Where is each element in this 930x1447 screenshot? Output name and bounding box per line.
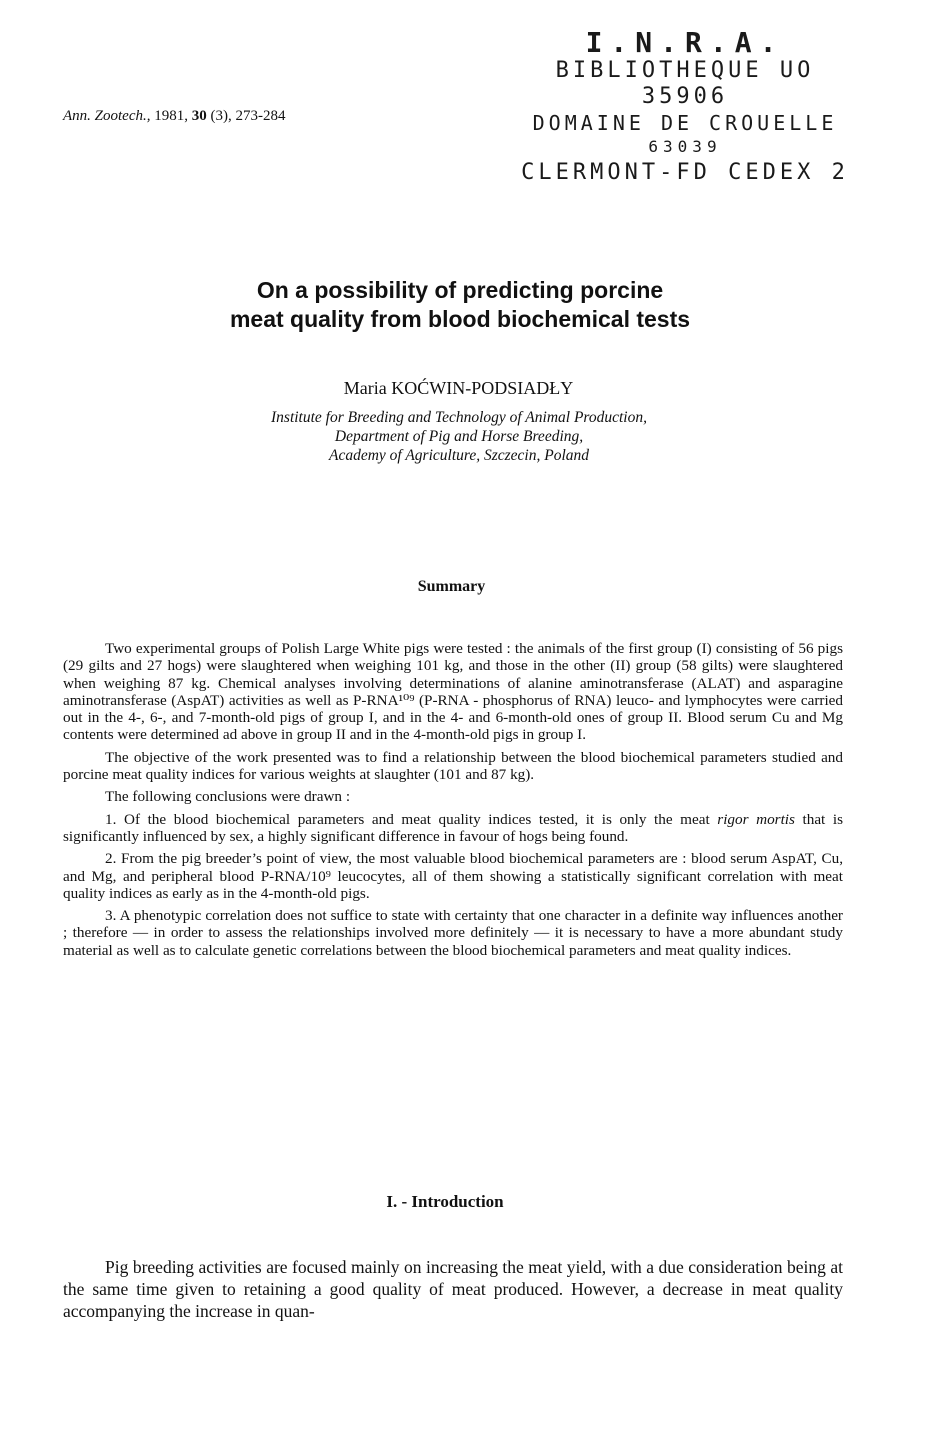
- stamp-line-bibliotheque: BIBLIOTHEQUE UO 35906: [555, 58, 815, 109]
- author-affiliation: [90, 408, 828, 465]
- stamp-line-domaine: DOMAINE DE CROUELLE: [532, 111, 838, 135]
- summary-paragraph: Two experimental groups of Polish Large White pigs were tested : the animals of the first group (I) consisting of 56 pigs (29 gilts and 27 hogs) were slaughtered when weighing 101 kg, and those in the other (II) group (58 gilts) were slaughtered when weighing 87 kg. Chemical analyses involving determinations of alanine aminotransferase (ALAT) and asparagine aminotransferase (AspAT) activities as well as P-RNA¹⁰⁹ (P-RNA - phosphorus of RNA) leuco- and lymphocytes were carried out in the 4-, 6-, and 7-month-old pigs of group I, and in the 4- and 6-month-old ones of group II. Blood serum Cu and Mg contents were determined ad above in group II and in the 4-month-old pigs in group I.: [63, 640, 843, 744]
- introduction-heading: I. - Introduction: [386, 1192, 504, 1211]
- summary-conclusion-3: 3. A phenotypic correlation does not suffice to state with certainty that one character in a definite way influences another ; therefore — in order to assess the relationships involved more definitely — it is necessary to have a more abundant study material as well as to calculate genetic correlations between the blood biochemical parameters and meat quality indices.: [63, 907, 843, 959]
- paper-title: [90, 276, 830, 334]
- summary-conclusion-2: 2. From the pig breeder’s point of view, the most valuable blood biochemical parameters are : blood serum AspAT, Cu, and Mg, and peripheral blood P-RNA/10⁹ leucocytes, all of them showing a statistically significant correlation with meat quality indices as early as in the 4-month-old pigs.: [63, 850, 843, 902]
- conclusion-1-text-b: that is significantly influenced by sex, a highly significant difference in favour of hogs being found.: [63, 810, 843, 845]
- summary-paragraph: The following conclusions were drawn :: [105, 788, 351, 806]
- library-stamp: [520, 28, 850, 188]
- affiliation-line-2: Department of Pig and Horse Breeding,: [334, 428, 584, 445]
- stamp-line-postcode: 63039: [648, 137, 722, 156]
- affiliation-line-1: Institute for Breeding and Technology of Animal Production,: [271, 409, 647, 426]
- title-line-1: On a possibility of predicting porcine: [256, 277, 664, 303]
- author-name: Maria KOĆWIN-PODSIADŁY: [343, 378, 574, 398]
- summary-heading: Summary: [417, 578, 486, 595]
- journal-issue-pages: (3), 273-284: [210, 108, 286, 124]
- conclusion-1-text-a: 1. Of the blood biochemical parameters and meat quality indices tested, it is only the meat: [105, 810, 718, 828]
- stamp-line-city: CLERMONT-FD CEDEX 2: [521, 160, 849, 185]
- summary-body: [63, 640, 843, 964]
- title-line-2: meat quality from blood biochemical tests: [229, 306, 691, 332]
- affiliation-line-3: Academy of Agriculture, Szczecin, Poland: [329, 447, 589, 464]
- journal-volume: 30: [191, 108, 207, 124]
- summary-paragraph: The objective of the work presented was to find a relationship between the blood biochemical parameters studied and porcine meat quality indices for various weights at slaughter (101 and 87 kg).: [63, 748, 843, 784]
- stamp-line-inra: I.N.R.A.: [585, 26, 785, 59]
- rigor-mortis-term: rigor mortis: [717, 810, 795, 828]
- journal-year: 1981,: [154, 108, 188, 124]
- journal-citation: [63, 108, 286, 125]
- introduction-paragraph: Pig breeding activities are focused mainly on increasing the meat yield, with a due consideration being at the same time given to retaining a good quality of meat produced. However, a decrease in meat quality accompanying the increase in quan-: [63, 1257, 843, 1321]
- introduction-body: [63, 1256, 843, 1322]
- summary-conclusion-1: [63, 811, 843, 846]
- journal-name: Ann. Zootech.,: [63, 108, 151, 124]
